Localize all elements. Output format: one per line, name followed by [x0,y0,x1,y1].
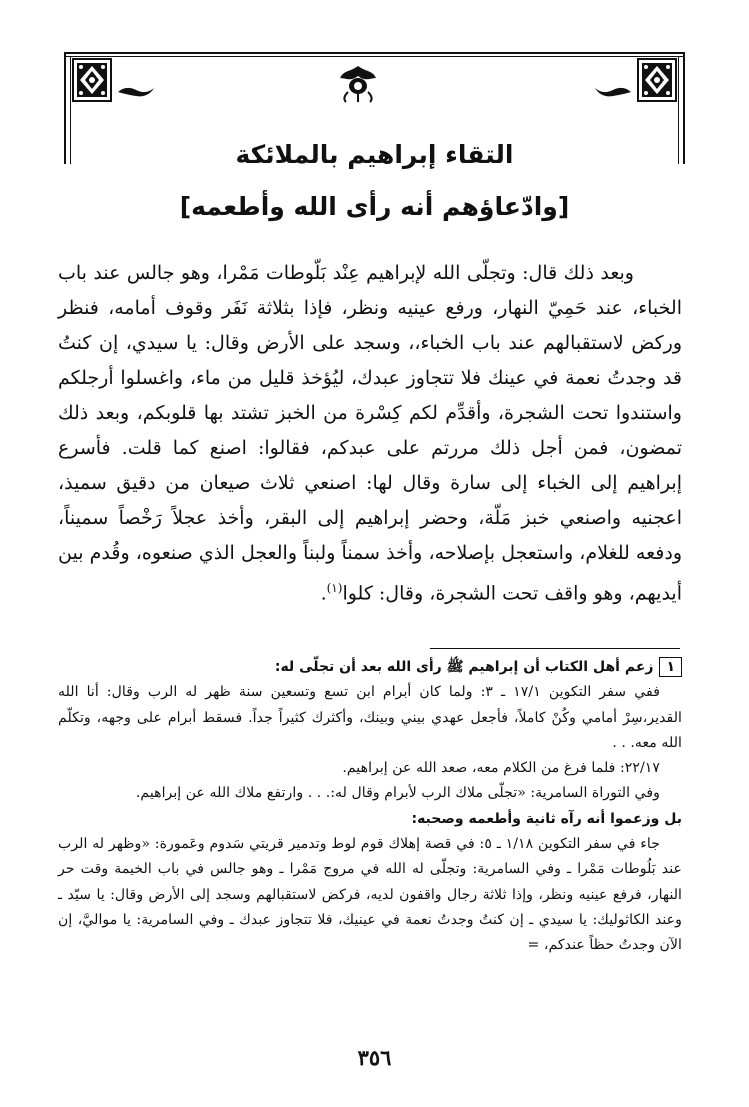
page-number: ٣٥٦ [357,1045,392,1070]
chapter-title: التقاء إبراهيم بالملائكة [235,140,514,169]
footnotes-section [58,655,682,959]
center-ornament-icon [336,64,380,104]
footnote-subheading: بل وزعموا أنه رآه ثانية وأطعمه وصحبه: [411,810,682,827]
lamp-ornament-icon [116,84,156,100]
chapter-subtitle: [وادّعاؤهم أنه رأى الله وأطعمه] [179,192,570,221]
footnote-paragraph: ٢٢/١٧: فلما فرغ من الكلام معه، صعد الله عن إبراهيم. [342,760,660,777]
body-paragraph: وبعد ذلك قال: وتجلّى الله لإبراهيم عِنْد بَلّوطات مَمْرا، وهو جالس عند باب الخباء، عند حَمِيّ النهار، ورفع عينيه ونظر، فإذا بثلاثة نَفَر وقوف أمامه، فنظر وركض لاستقبالهم عند باب الخباء،، وسجد على الأرض وقال: يا سيدي، إن كنتُ قد وجدتُ نعمة في عينك فلا تتجاوز عبدك، ليُؤخذ قليل من ماء، واغسلوا أرجلكم واستندوا تحت الشجرة، وأقدِّم لكم كِسْرة من الخبز تشتد بها قلوبكم، وبعد ذلك تمضون، فمن أجل ذلك مررتم على عبدكم، فقالوا: اصنع كما قلت. فأسرع إبراهيم إلى الخباء إلى سارة وقال لها: اصنعي ثلاث صيعان من دقيق سميذ، اعجنيه واصنعي خبز مَلّة، وحضر إبراهيم إلى البقر، وأخذ عجلاً رَخْصاً سميناً، ودفعه للغلام، واستعجل بإصلاحه، وأخذ سمناً ولبناً والعجل الذي صنعوه، وقُدم بين أيديهم، وهو واقف تحت الشجرة، وقال: كلوا$^{(١)}$. [58,262,682,605]
lamp-ornament-icon [593,84,633,100]
footnote-heading-text: زعم أهل الكتاب أن إبراهيم ﷺ رأى الله بعد أن تجلّى له: [274,659,654,675]
footnote-paragraph: جاء في سفر التكوين ١/١٨ ـ ٥: في قصة إهلاك قوم لوط وتدمير قريتي سَدوم وعَمورة: «وظهر له الرب عند بَلُوطات مَمْرا ـ وفي السامرية: وتجلّى له الله في مروج مَمْرا ـ وهو جالس في باب الخيمة وقت حر النهار، فرفع عينيه ونظر، وإذا ثلاثة رجال واقفون لديه، فركض لاستقبالهم وسجد إلى الأرض وقال: يا سيّد ـ وعند الكاثوليك: يا سيدي ـ إن كنتُ وجدتُ نعمة في عينيك، فلا تتجاوز عبدك ـ وفي السامرية: يا مواليَّ، إن الآن وجدتُ حظاً عندكم، = [58,836,682,954]
footnote-paragraph: وفي التوراة السامرية: «تجلّى ملاك الرب لأبرام وقال له:. . . وارتفع ملاك الله عن إبراهيم. [135,785,660,802]
corner-ornament-icon [637,58,677,102]
footnote-paragraph: ففي سفر التكوين ١٧/١ ـ ٣: ولما كان أبرام ابن تسع وتسعين سنة ظهر له الرب وقال: أنا الله القدير،سِرْ أمامي وكُنْ كاملاً، فأجعل عهدي بيني وبينك، وأكثرك كثيراً جداً. فسقط أبرام على وجهه، وتكلّم الله معه. . . [58,684,682,751]
main-text [58,256,682,611]
footnote-separator [430,648,680,649]
corner-ornament-icon [72,58,112,102]
footnote-heading [58,655,682,680]
footnote-reference: (١) [326,581,343,595]
body-paragraph-text: وبعد ذلك قال: وتجلّى الله لإبراهيم عِنْد بَلّوطات مَمْرا، وهو جالس عند باب الخباء، عند حَمِيّ النهار، ورفع عينيه ونظر، فإذا بثلاثة نَفَر وقوف أمامه، فنظر وركض لاستقبالهم عند باب الخباء،، وسجد على الأرض وقال: يا سيدي، إن كنتُ قد وجدتُ نعمة في عينك فلا تتجاوز عبدك، ليُؤخذ قليل من ماء، واغسلوا أرجلكم واستندوا تحت الشجرة، وأقدِّم لكم كِسْرة من الخبز تشتد بها قلوبكم، وبعد ذلك تمضون، فمن أجل ذلك مررتم على عبدكم، فقالوا: اصنع كما قلت. فأسرع إبراهيم إلى الخباء إلى سارة وقال لها: اصنعي ثلاث صيعان من دقيق سميذ، اعجنيه واصنعي خبز مَلّة، وحضر إبراهيم إلى البقر، وأخذ عجلاً رَخْصاً سميناً، ودفعه للغلام، واستعجل بإصلاحه، وأخذ سمناً ولبناً والعجل الذي صنعوه، وقُدم بين أيديهم، وهو واقف تحت الشجرة، وقال: كلوا [58,262,682,605]
footnote-number: ١ [659,657,682,677]
